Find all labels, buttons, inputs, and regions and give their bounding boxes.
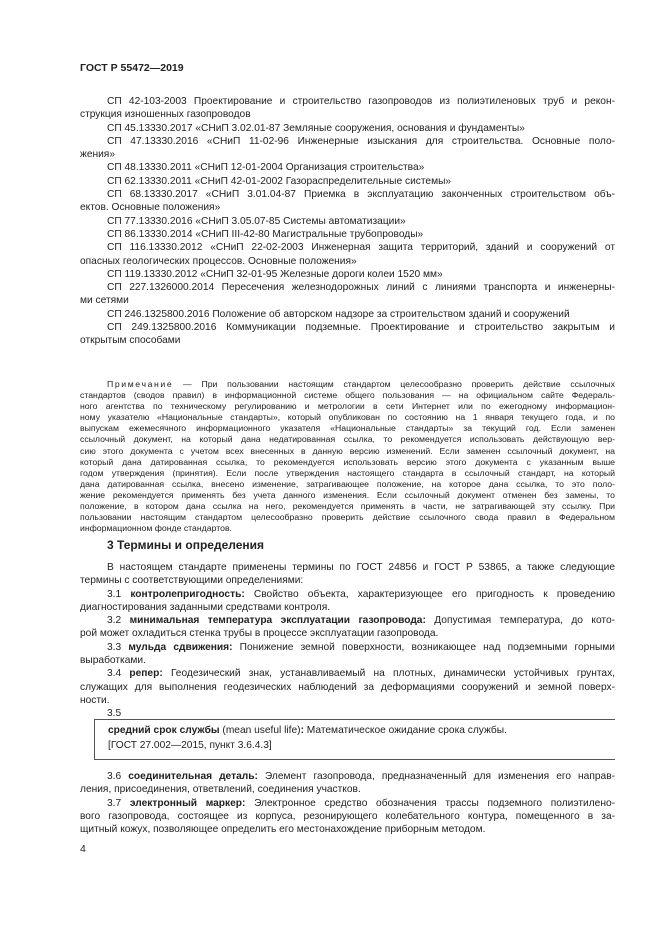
term-entry — [80, 588, 615, 601]
term-name: репер: — [129, 668, 163, 680]
term-continuation: щитный кожух, позволяющее определить его местонахождение приборным методом. — [80, 824, 486, 836]
term-entry — [80, 797, 615, 810]
term-number: 3.3 — [107, 641, 129, 653]
reference-line: СП 116.13330.2012 «СНиП 22-02-2003 Инженерная защита территорий, зданий и сооружений от — [107, 242, 615, 254]
term-name: мульда сдвижения: — [128, 641, 233, 653]
note-line: жение рекомендуется применять без учета данного изменения. Если ссылочный документ отменен без замены, то — [80, 489, 615, 500]
note-text: — При пользовании настоящим стандартом целесообразно проверить действие ссылочных — [173, 379, 615, 389]
reference-line: открытым способами — [80, 335, 181, 347]
term-continuation: ления, присоединения, ответвлений, соединения участков. — [80, 784, 361, 796]
term-definition: Геодезический знак, устанавливаемый на плотных, динамически устойчивых грунтах, — [162, 668, 615, 680]
reference-line: СП 77.13330.2016 «СНиП 3.05.07-85 Системы автоматизации» — [107, 215, 406, 227]
term-continuation: выработками. — [80, 655, 146, 667]
reference-line: ми сетями — [80, 295, 129, 307]
intro-line: В настоящем стандарте применены термины по ГОСТ 24856 и ГОСТ Р 53865, а также следующие — [107, 562, 615, 573]
references-note — [80, 379, 615, 534]
term-continuation: ности. — [80, 694, 110, 706]
reference-line: СП 86.13330.2014 «СНиП III-42-80 Магистральные трубопроводы» — [107, 228, 424, 240]
note-line: ному указателю «Национальные стандарты», который опубликован по состоянию на 1 января текущего года, и по — [80, 412, 615, 423]
term-name: минимальная температура эксплуатации газопровода: — [129, 615, 426, 627]
document-header: ГОСТ Р 55472—2019 — [80, 62, 184, 74]
note-line: ного агентства по техническому регулированию и метрологии в сети Интернет или по ежегодному информацион- — [80, 401, 615, 412]
term-definition: Допустимая температура, до кото- — [425, 615, 615, 627]
reference-line: жения» — [80, 149, 115, 161]
note-first-line — [80, 379, 615, 390]
term-3-5-source: [ГОСТ 27.002—2015, пункт 3.6.4.3] — [108, 740, 272, 752]
term-continuation: вого газопровода, состоящее из корпуса, резонирующего колебательного контура, помещенного в за- — [80, 810, 615, 822]
term-name: контролепригодность: — [130, 588, 245, 600]
term-entry — [80, 770, 615, 783]
reference-line: СП 249.1325800.2016 Коммуникации подземные. Проектирование и строительство закрытым и — [107, 322, 615, 334]
note-line: пользовании настоящим стандартом целесообразно проверить действие ссылочного свода правил в Федеральном — [80, 512, 615, 523]
reference-line: СП 227.1326000.2014 Пересечения железнодорожных линий с линиями транспорта и инженерны- — [107, 282, 615, 294]
term-3-5-number: 3.5 — [107, 708, 122, 719]
term-number: 3.2 — [107, 615, 130, 627]
reference-line: СП 42-103-2003 Проектирование и строительство газопроводов из полиэтиленовых труб и рекон- — [107, 96, 615, 107]
term-name: соединительная деталь: — [128, 771, 258, 782]
reference-line: СП 48.13330.2011 «СНиП 12-01-2004 Организация строительства» — [107, 162, 425, 174]
note-line: информационном фонде стандартов. — [80, 523, 232, 534]
term-entry — [80, 667, 615, 680]
note-line: который дана датированная ссылка, то рекомендуется использовать версию этого документа с указанным выше — [80, 456, 615, 467]
page-number: 4 — [80, 843, 86, 855]
section-title: 3 Термины и определения — [107, 538, 265, 552]
note-line: годом утверждения (принятия). Если после утверждения настоящего стандарта в ссылочный стандарт, на который — [80, 467, 615, 478]
note-line: стандартов (сводов правил) в информационной системе общего пользования — на официальном сайте Федераль- — [80, 390, 615, 401]
term-3-5-definition: средний срок службы (mean useful life): Математическое ожидание срока службы. — [108, 725, 507, 736]
term-number: 3.4 — [107, 668, 130, 680]
note-line: ссылочный документ, на который дана недатированная ссылка, то рекомендуется использовать действующую вер- — [80, 434, 615, 445]
term-number: 3.6 — [107, 771, 129, 782]
term-definition: Элемент газопровода, предназначенный для изменения его направ- — [257, 771, 615, 782]
term-name: электронный маркер: — [129, 797, 246, 809]
term-definition: Электронное средство обозначения трассы подземного полиэтилено- — [245, 797, 615, 809]
reference-line: СП 246.1325800.2016 Положение об авторском надзоре за строительством зданий и сооружений — [107, 308, 570, 320]
term-number: 3.1 — [107, 588, 131, 600]
intro-line: термины с соответствующими определениями: — [80, 575, 304, 587]
reference-line: СП 62.13330.2011 «СНиП 42-01-2002 Газораспределительные системы» — [107, 175, 452, 187]
terms-list-part-2 — [80, 770, 615, 836]
term-continuation: рой может охладиться стенка трубы в процессе эксплуатации газопровода. — [80, 628, 439, 640]
note-line: дана датированная ссылка, внесено изменение, затрагивающее положение, на которое дана ссылка, то это поло- — [80, 478, 615, 489]
term-entry — [80, 641, 615, 654]
note-line: сию этого документа с учетом всех внесенных в данную версию изменений. Если заменен ссылочный документ, на — [80, 445, 615, 456]
note-line: положение, в котором дана ссылка на него, рекомендуется применять в части, не затрагивающей эту ссылку. При — [80, 501, 615, 512]
term-entry — [80, 614, 615, 627]
reference-line: СП 47.13330.2016 «СНиП 11-02-96 Инженерные изыскания для строительства. Основные поло- — [107, 135, 615, 147]
terms-list-part-1 — [80, 561, 615, 707]
reference-line: струкция изношенных газопроводов — [80, 109, 251, 121]
normative-references-list — [80, 95, 615, 348]
term-definition: Свойство объекта, характеризующее его пригодность к проведению — [244, 588, 615, 600]
note-label: Примечание — [107, 379, 174, 389]
reference-line: СП 119.13330.2012 «СНиП 32-01-95 Железные дороги колеи 1520 мм» — [107, 268, 443, 280]
quoted-term-box — [94, 719, 615, 760]
reference-line: ектов. Основные положения» — [80, 202, 221, 214]
reference-line: СП 45.13330.2017 «СНиП 3.02.01-87 Земляные сооружения, основания и фундаменты» — [107, 122, 525, 134]
term-continuation: служащих для выполнения геодезических наблюдений за деформациями сооружений и земной поверх- — [80, 681, 615, 693]
term-number: 3.7 — [107, 797, 130, 809]
term-continuation: диагностирования заданными средствами контроля. — [80, 601, 331, 613]
reference-line: СП 68.13330.2017 «СНиП 3.01.04-87 Приемка в эксплуатацию законченных строительством объ- — [107, 189, 615, 201]
reference-line: опасных геологических процессов. Основные положения» — [80, 255, 357, 267]
term-definition: Понижение земной поверхности, возникающее над подземными горными — [232, 641, 615, 653]
note-line: выпускам ежемесячного информационного указателя «Национальные стандарты» за текущий год. Если заменен — [80, 423, 615, 434]
